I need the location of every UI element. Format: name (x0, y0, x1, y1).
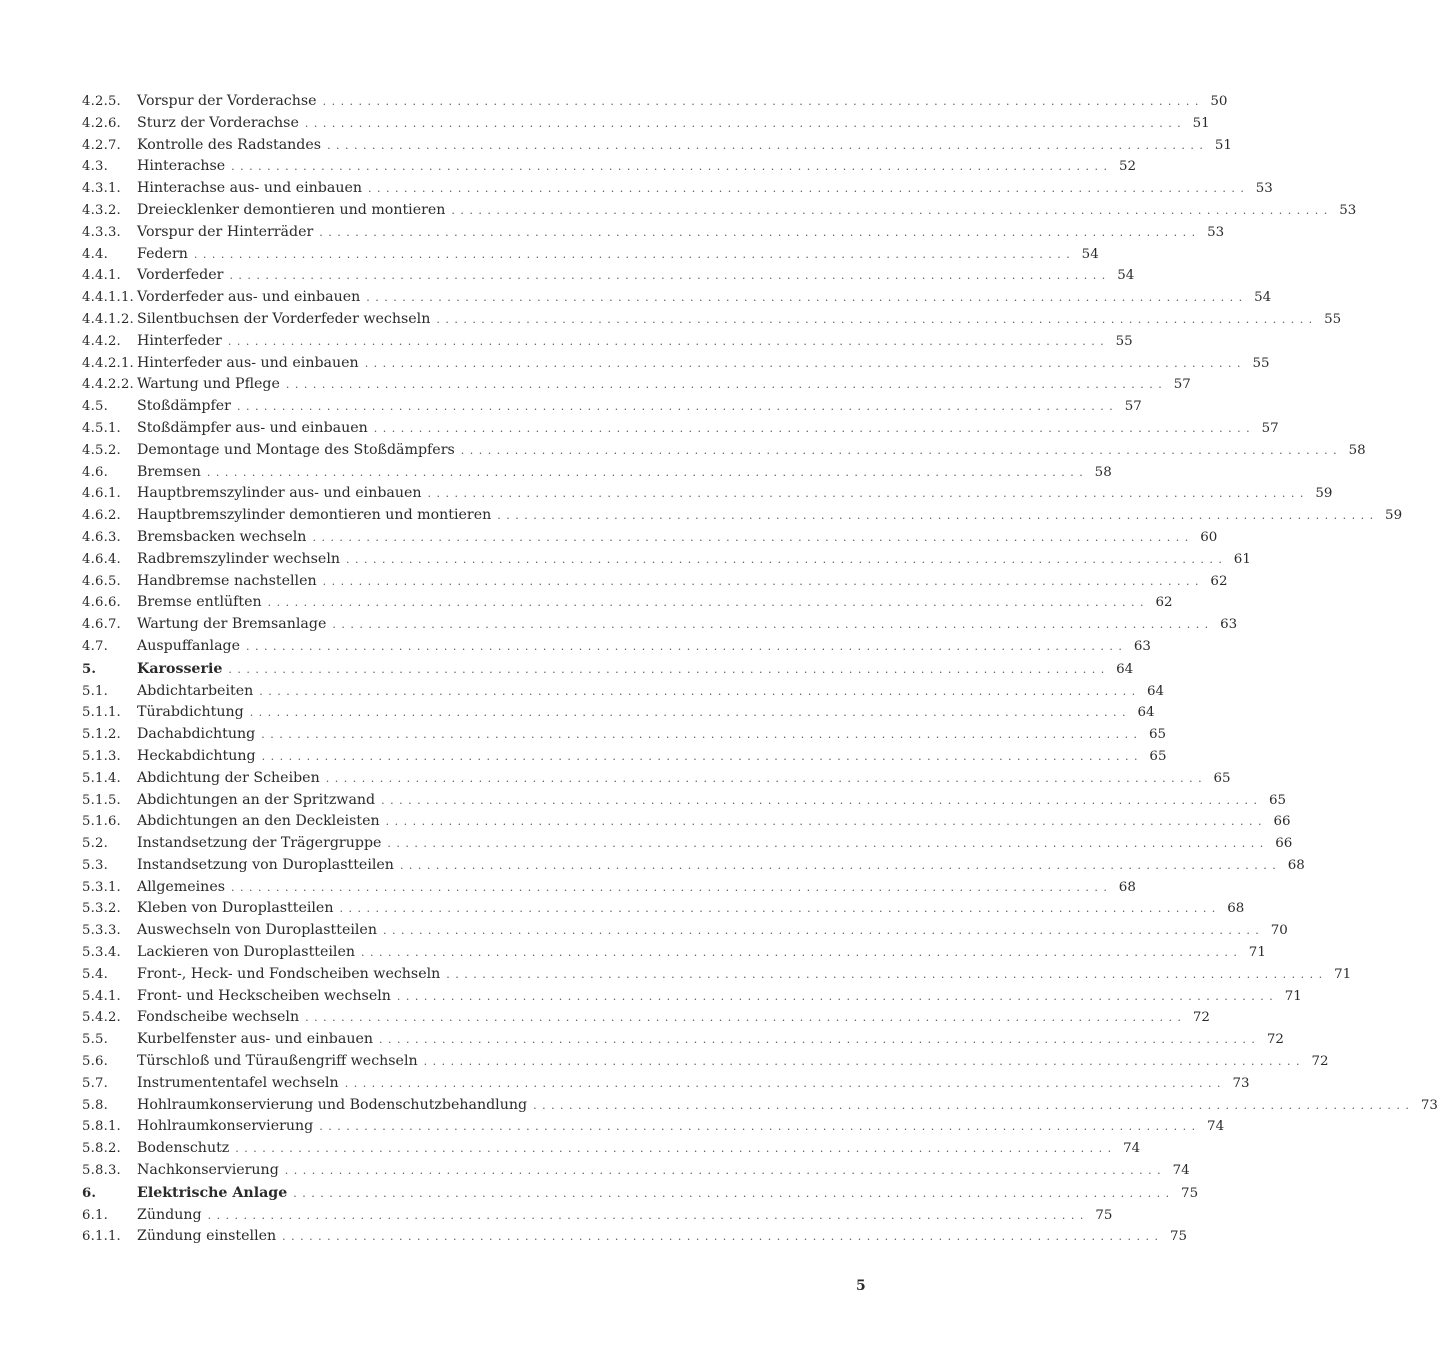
toc-entry (82, 309, 1342, 331)
toc-entry-number: 4.3.3. (82, 224, 121, 240)
toc-entry-page: 70 (1270, 923, 1288, 939)
toc-entry-number: 5.1.1. (82, 705, 121, 721)
toc-entry (82, 244, 1099, 266)
toc-entry-number: 5.3.2. (82, 901, 121, 917)
dot-leader (451, 200, 1328, 222)
toc-entry-page: 57 (1261, 420, 1279, 436)
toc-entry (82, 746, 1167, 768)
toc-entry (82, 527, 1218, 549)
toc-entry-title: Silentbuchsen der Vorderfeder wechseln (137, 310, 431, 327)
dot-leader (327, 135, 1204, 157)
dot-leader (228, 659, 1105, 681)
dot-leader (261, 724, 1138, 746)
toc-entry (82, 1051, 1329, 1073)
toc-entry-page: 58 (1094, 464, 1112, 480)
toc-entry-title: Zündung einstellen (137, 1228, 277, 1245)
toc-entry (82, 200, 1357, 222)
dot-leader (461, 440, 1338, 462)
toc-entry-title: Instandsetzung von Duroplastteilen (137, 856, 394, 873)
toc-entry-title: Kleben von Duroplastteilen (137, 900, 334, 917)
toc-entry-page: 66 (1275, 836, 1293, 852)
toc-entry-title: Hinterachse aus- und einbauen (137, 180, 362, 197)
toc-entry-page: 57 (1124, 399, 1142, 415)
dot-leader (368, 178, 1245, 200)
toc-entry-number: 4.4.2.1. (82, 355, 134, 371)
table-of-contents (82, 91, 1438, 1248)
toc-entry-number: 4.4.1.2. (82, 311, 134, 327)
toc-entry (82, 156, 1136, 178)
toc-entry-number: 4.5. (82, 399, 108, 415)
toc-entry-number: 4.6.7. (82, 617, 121, 633)
toc-entry-number: 5.6. (82, 1054, 108, 1070)
toc-entry-title: Vorderfeder (137, 267, 224, 284)
toc-entry-title: Dreiecklenker demontieren und montieren (137, 201, 446, 218)
dot-leader (345, 1073, 1222, 1095)
toc-entry (82, 898, 1245, 920)
toc-entry-page: 68 (1287, 857, 1305, 873)
toc-entry-title: Hinterfeder aus- und einbauen (137, 354, 359, 371)
toc-entry-number: 6.1. (82, 1207, 108, 1223)
dot-leader (381, 790, 1258, 812)
toc-entry (82, 113, 1210, 135)
toc-entry-number: 5.7. (82, 1075, 108, 1091)
toc-entry (82, 877, 1136, 899)
toc-entry-number: 4.5.2. (82, 442, 121, 458)
toc-entry-number: 4.2.6. (82, 115, 121, 131)
toc-entry-title: Lackieren von Duroplastteilen (137, 944, 355, 961)
toc-entry-number: 5.4. (82, 966, 108, 982)
toc-entry (82, 1007, 1210, 1029)
toc-entry-title: Abdichtungen an der Spritzwand (137, 791, 376, 808)
toc-entry-number: 4.6.6. (82, 595, 121, 611)
toc-entry-title: Karosserie (137, 660, 223, 677)
toc-entry (82, 571, 1228, 593)
toc-entry-page: 74 (1172, 1163, 1190, 1179)
toc-entry (82, 636, 1151, 658)
toc-entry-number: 4.4. (82, 246, 108, 262)
toc-entry-page: 72 (1192, 1010, 1210, 1026)
toc-entry-page: 51 (1192, 115, 1210, 131)
dot-leader (319, 1116, 1196, 1138)
toc-entry-number: 4.6.5. (82, 573, 121, 589)
toc-entry-title: Abdichtungen an den Deckleisten (137, 813, 380, 830)
dot-leader (194, 244, 1071, 266)
dot-leader (268, 592, 1145, 614)
toc-entry-page: 75 (1181, 1185, 1199, 1201)
toc-entry-title: Instandsetzung der Trägergruppe (137, 835, 382, 852)
toc-entry-title: Front- und Heckscheiben wechseln (137, 987, 391, 1004)
toc-entry-number: 4.6. (82, 464, 108, 480)
dot-leader (379, 1029, 1256, 1051)
toc-entry-page: 72 (1311, 1054, 1329, 1070)
toc-entry-page: 55 (1324, 311, 1342, 327)
toc-entry (82, 1226, 1187, 1248)
dot-leader (237, 396, 1114, 418)
toc-entry-title: Instrumententafel wechseln (137, 1074, 339, 1091)
toc-entry-number: 5.3.1. (82, 879, 121, 895)
toc-entry-page: 74 (1207, 1119, 1225, 1135)
dot-leader (428, 483, 1305, 505)
toc-entry-number: 5.1.6. (82, 814, 121, 830)
dot-leader (497, 505, 1374, 527)
toc-entry (82, 790, 1286, 812)
dot-leader (229, 265, 1106, 287)
toc-entry-title: Kurbelfenster aus- und einbauen (137, 1031, 374, 1048)
toc-entry-number: 5. (82, 661, 97, 677)
toc-entry (82, 964, 1352, 986)
dot-leader (446, 964, 1323, 986)
dot-leader (387, 833, 1264, 855)
toc-entry (82, 1160, 1190, 1182)
toc-entry-page: 75 (1169, 1229, 1187, 1245)
dot-leader (386, 811, 1263, 833)
dot-leader (235, 1138, 1112, 1160)
toc-entry-page: 71 (1334, 966, 1352, 982)
toc-entry (82, 331, 1133, 353)
dot-leader (323, 571, 1200, 593)
toc-entry-number: 5.2. (82, 836, 108, 852)
toc-entry-title: Stoßdämpfer (137, 398, 231, 415)
toc-entry-page: 62 (1210, 573, 1228, 589)
toc-entry (82, 1073, 1250, 1095)
toc-entry-page: 66 (1273, 814, 1291, 830)
toc-entry-title: Allgemeines (137, 878, 225, 895)
toc-entry (82, 614, 1238, 636)
toc-entry-number: 4.6.3. (82, 529, 121, 545)
dot-leader (228, 331, 1105, 353)
toc-entry-number: 4.6.4. (82, 551, 121, 567)
toc-entry-number: 5.5. (82, 1032, 108, 1048)
toc-entry (82, 265, 1135, 287)
toc-entry-title: Bremsbacken wechseln (137, 528, 307, 545)
toc-entry-page: 75 (1095, 1207, 1113, 1223)
toc-entry-page: 60 (1200, 529, 1218, 545)
toc-entry-page: 58 (1348, 442, 1366, 458)
toc-entry (82, 396, 1142, 418)
toc-entry-number: 5.8.1. (82, 1119, 121, 1135)
toc-entry-title: Bremse entlüften (137, 594, 262, 611)
toc-entry-title: Kontrolle des Radstandes (137, 136, 322, 153)
toc-entry (82, 986, 1302, 1008)
toc-entry-number: 5.1.3. (82, 748, 121, 764)
dot-leader (305, 1007, 1182, 1029)
toc-entry-page: 53 (1207, 224, 1225, 240)
toc-entry (82, 1095, 1438, 1117)
toc-entry-page: 72 (1266, 1032, 1284, 1048)
dot-leader (262, 746, 1139, 768)
toc-entry-number: 4.2.7. (82, 137, 121, 153)
toc-entry (82, 222, 1225, 244)
toc-entry-page: 53 (1339, 202, 1357, 218)
dot-leader (208, 1205, 1085, 1227)
toc-entry-number: 5.4.1. (82, 988, 121, 1004)
toc-entry (82, 592, 1173, 614)
toc-entry (82, 855, 1305, 877)
toc-entry-page: 64 (1116, 661, 1134, 677)
toc-entry (82, 702, 1155, 724)
toc-entry-number: 5.1.5. (82, 792, 121, 808)
toc-entry-page: 74 (1123, 1141, 1141, 1157)
toc-entry (82, 91, 1228, 113)
toc-entry-page: 62 (1155, 595, 1173, 611)
dot-leader (231, 156, 1108, 178)
toc-entry (82, 724, 1167, 746)
toc-entry-title: Federn (137, 245, 188, 262)
toc-entry-title: Stoßdämpfer aus- und einbauen (137, 419, 368, 436)
dot-leader (397, 986, 1274, 1008)
toc-entry-number: 4.7. (82, 638, 108, 654)
dot-leader (346, 549, 1223, 571)
toc-entry-number: 5.3. (82, 857, 108, 873)
toc-entry-page: 57 (1173, 377, 1191, 393)
toc-entry-title: Auswechseln von Duroplastteilen (137, 922, 377, 939)
toc-entry-number: 5.1.2. (82, 727, 121, 743)
dot-leader (383, 920, 1260, 942)
toc-entry-title: Sturz der Vorderachse (137, 114, 299, 131)
toc-entry-title: Vorspur der Vorderachse (137, 93, 317, 109)
toc-entry-number: 5.8.3. (82, 1163, 121, 1179)
toc-entry-number: 4.3. (82, 159, 108, 175)
toc-entry-title: Hohlraumkonservierung und Bodenschutzbehandlung (137, 1096, 528, 1113)
toc-entry-page: 53 (1255, 181, 1273, 197)
dot-leader (400, 855, 1277, 877)
toc-entry-number: 5.1. (82, 683, 108, 699)
toc-entry-title: Abdichtarbeiten (137, 682, 254, 699)
toc-entry-number: 4.4.1. (82, 268, 121, 284)
toc-entry-title: Zündung (137, 1206, 202, 1223)
toc-entry (82, 768, 1231, 790)
toc-entry-page: 71 (1284, 988, 1302, 1004)
dot-leader (305, 113, 1182, 135)
toc-entry (82, 287, 1272, 309)
toc-entry-page: 71 (1248, 945, 1266, 961)
toc-entry-title: Türschloß und Türaußengriff wechseln (137, 1053, 418, 1070)
toc-entry-page: 51 (1214, 137, 1232, 153)
dot-leader (293, 1183, 1170, 1205)
toc-entry-page: 55 (1252, 355, 1270, 371)
page-number: 5 (856, 1278, 866, 1294)
toc-entry-page: 68 (1227, 901, 1245, 917)
dot-leader (207, 462, 1084, 484)
toc-entry-number: 5.3.3. (82, 923, 121, 939)
dot-leader (436, 309, 1313, 331)
toc-chapter-entry (82, 1183, 1199, 1205)
toc-entry (82, 483, 1333, 505)
toc-entry (82, 1205, 1113, 1227)
toc-entry-number: 5.8.2. (82, 1141, 121, 1157)
toc-entry (82, 374, 1191, 396)
toc-entry-number: 4.5.1. (82, 420, 121, 436)
toc-entry-title: Radbremszylinder wechseln (137, 550, 340, 567)
toc-entry (82, 549, 1251, 571)
toc-entry-title: Hohlraumkonservierung (137, 1118, 314, 1135)
dot-leader (246, 636, 1123, 658)
toc-entry-title: Hinterfeder (137, 332, 222, 349)
toc-entry-number: 4.3.1. (82, 181, 121, 197)
toc-entry-number: 5.8. (82, 1097, 108, 1113)
dot-leader (286, 374, 1163, 396)
toc-entry-title: Elektrische Anlage (137, 1184, 288, 1201)
toc-entry-title: Auspuffanlage (137, 637, 241, 654)
toc-entry-page: 65 (1268, 792, 1286, 808)
toc-entry (82, 811, 1291, 833)
toc-entry-page: 63 (1133, 638, 1151, 654)
toc-entry-title: Front-, Heck- und Fondscheiben wechseln (137, 965, 441, 982)
dot-leader (259, 681, 1136, 703)
toc-entry-title: Bremsen (137, 463, 201, 480)
toc-entry (82, 135, 1232, 157)
toc-entry-number: 4.6.2. (82, 508, 121, 524)
toc-entry (82, 353, 1270, 375)
toc-entry-title: Hauptbremszylinder demontieren und montieren (137, 507, 492, 524)
toc-entry (82, 505, 1403, 527)
toc-chapter-entry (82, 659, 1134, 681)
toc-entry-page: 63 (1220, 617, 1238, 633)
toc-entry-page: 54 (1081, 246, 1099, 262)
toc-entry-title: Türabdichtung (137, 704, 244, 721)
toc-entry-title: Dachabdichtung (137, 726, 256, 743)
dot-leader (332, 614, 1209, 636)
toc-entry-page: 64 (1147, 683, 1165, 699)
toc-entry-page: 68 (1118, 879, 1136, 895)
toc-entry-page: 73 (1420, 1097, 1438, 1113)
dot-leader (285, 1160, 1162, 1182)
toc-entry-title: Heckabdichtung (137, 747, 256, 764)
toc-entry (82, 1029, 1284, 1051)
toc-entry-page: 54 (1254, 290, 1272, 306)
toc-entry-title: Handbremse nachstellen (137, 572, 317, 589)
dot-leader (366, 287, 1243, 309)
toc-entry (82, 681, 1165, 703)
toc-entry-title: Demontage und Montage des Stoßdämpfers (137, 441, 455, 458)
dot-leader (250, 702, 1127, 724)
toc-entry-number: 4.4.1.1. (82, 290, 134, 306)
dot-leader (365, 353, 1242, 375)
toc-entry-number: 4.4.2.2. (82, 377, 134, 393)
toc-entry-page: 52 (1118, 159, 1136, 175)
toc-entry (82, 178, 1273, 200)
toc-entry (82, 1138, 1141, 1160)
toc-entry-title: Abdichtung der Scheiben (137, 769, 320, 786)
toc-entry-page: 59 (1385, 508, 1403, 524)
toc-entry-number: 5.4.2. (82, 1010, 121, 1026)
toc-entry-title: Wartung der Bremsanlage (137, 616, 327, 633)
toc-entry-page: 59 (1315, 486, 1333, 502)
toc-entry-number: 4.4.2. (82, 333, 121, 349)
toc-entry-title: Wartung und Pflege (137, 376, 280, 393)
toc-entry-page: 55 (1115, 333, 1133, 349)
dot-leader (231, 877, 1108, 899)
toc-entry-title: Hinterachse (137, 158, 226, 175)
dot-leader (282, 1226, 1159, 1248)
dot-leader (533, 1095, 1410, 1117)
dot-leader (374, 418, 1251, 440)
toc-entry-number: 6. (82, 1185, 97, 1201)
dot-leader (424, 1051, 1301, 1073)
toc-entry-page: 50 (1210, 94, 1228, 109)
toc-entry-page: 65 (1149, 748, 1167, 764)
toc-entry (82, 942, 1266, 964)
toc-entry (82, 418, 1279, 440)
toc-entry (82, 920, 1288, 942)
toc-entry-title: Bodenschutz (137, 1140, 230, 1157)
toc-entry (82, 833, 1293, 855)
toc-entry (82, 462, 1112, 484)
toc-entry-number: 4.6.1. (82, 486, 121, 502)
dot-leader (326, 768, 1203, 790)
dot-leader (319, 222, 1196, 244)
toc-entry-page: 65 (1213, 770, 1231, 786)
toc-entry-title: Vorspur der Hinterräder (137, 223, 314, 240)
toc-entry-title: Hauptbremszylinder aus- und einbauen (137, 485, 422, 502)
toc-entry-title: Fondscheibe wechseln (137, 1009, 300, 1026)
toc-entry-number: 6.1.1. (82, 1229, 121, 1245)
toc-entry (82, 1116, 1225, 1138)
toc-entry-number: 5.1.4. (82, 770, 121, 786)
dot-leader (339, 898, 1216, 920)
toc-entry-page: 64 (1137, 705, 1155, 721)
dot-leader (323, 91, 1200, 113)
toc-entry-number: 4.2.5. (82, 94, 121, 109)
toc-entry-page: 65 (1149, 727, 1167, 743)
toc-entry-number: 4.3.2. (82, 202, 121, 218)
toc-entry-title: Nachkonservierung (137, 1162, 279, 1179)
toc-entry-page: 73 (1232, 1075, 1250, 1091)
dot-leader (312, 527, 1189, 549)
toc-entry-title: Vorderfeder aus- und einbauen (137, 289, 361, 306)
toc-entry-page: 61 (1233, 551, 1251, 567)
toc-entry (82, 440, 1366, 462)
toc-entry-page: 54 (1117, 268, 1135, 284)
dot-leader (361, 942, 1238, 964)
toc-entry-number: 5.3.4. (82, 945, 121, 961)
